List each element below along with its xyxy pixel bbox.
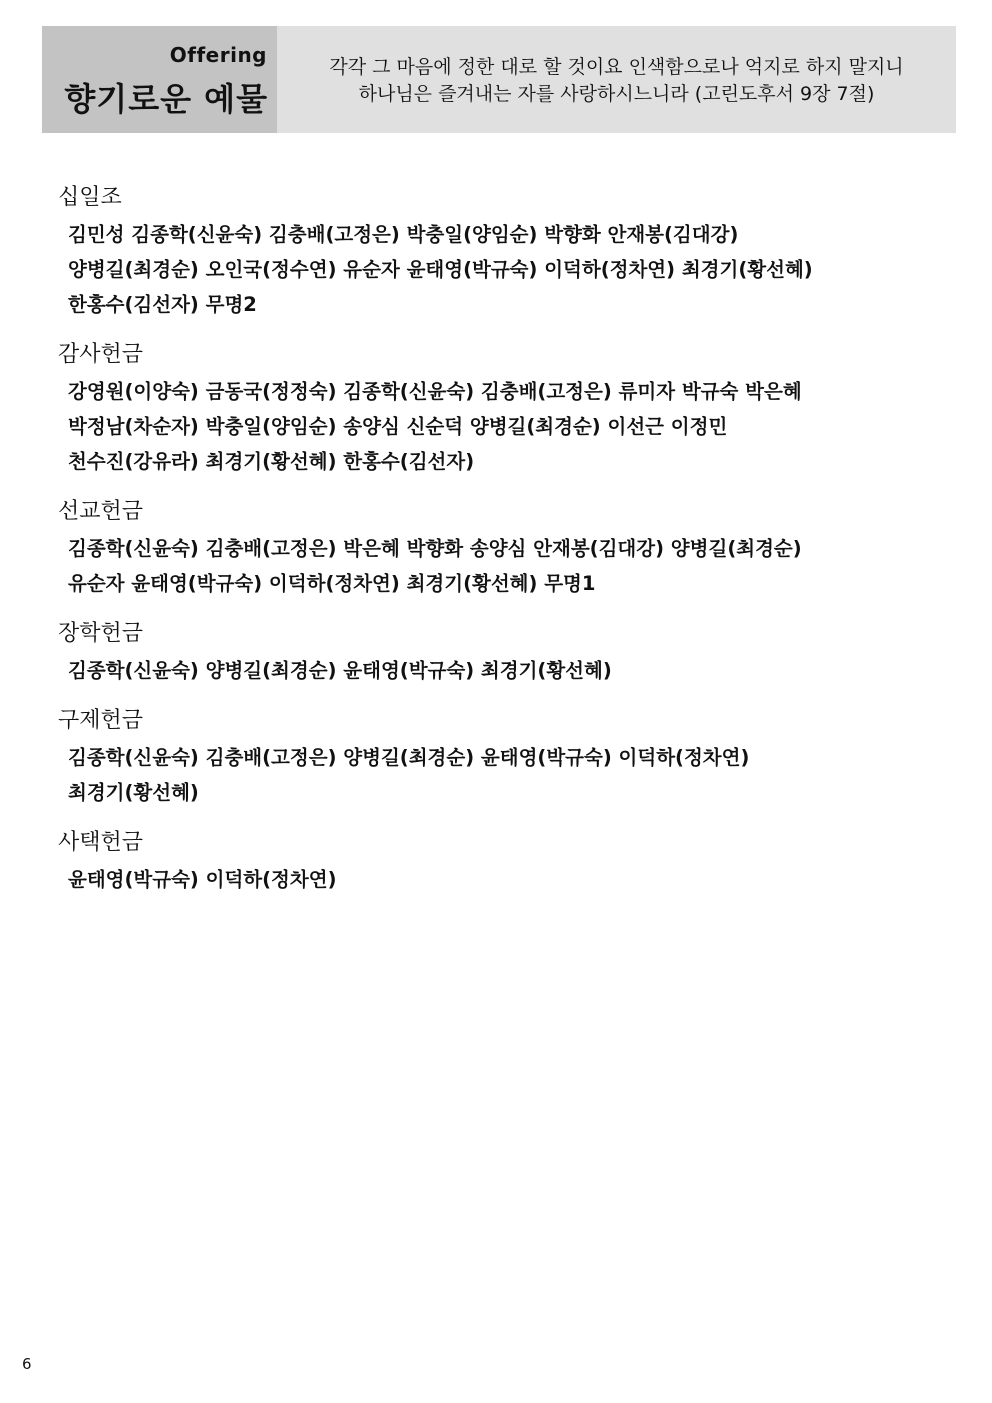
section-title: 감사헌금 (58, 342, 144, 367)
header-title-korean: 향기로운 예물 (64, 80, 268, 118)
section-thanksgiving (58, 336, 938, 479)
donor-names-line: 최경기(황선혜) (68, 781, 199, 804)
donor-names-line: 윤태영(박규숙) 이덕하(정차연) (68, 868, 337, 891)
section-tithe (58, 179, 938, 322)
donor-names-line: 강영원(이양숙) 금동국(정정숙) 김종학(신윤숙) 김충배(고정은) 류미자 박규숙 박은혜 (68, 380, 802, 403)
donor-names-line: 김종학(신윤숙) 김충배(고정은) 양병길(최경순) 윤태영(박규숙) 이덕하(정차연) (68, 746, 750, 769)
donor-names-line: 박정남(차순자) 박충일(양임순) 송양심 신순덕 양병길(최경순) 이선근 이정민 (68, 415, 728, 438)
bible-verse-line: 각각 그 마음에 정한 대로 할 것이요 인색함으로나 억지로 하지 말지니 (329, 56, 904, 78)
header-title-english: Offering (169, 43, 267, 67)
section-parsonage (58, 824, 938, 897)
section-title: 사택헌금 (58, 830, 144, 855)
section-title: 십일조 (58, 185, 122, 210)
section-title: 구제헌금 (58, 708, 144, 733)
page-header (42, 26, 956, 133)
page-number: 6 (22, 1355, 32, 1373)
donor-names-line: 한홍수(김선자) 무명2 (68, 293, 257, 316)
donor-names-line: 유순자 윤태영(박규숙) 이덕하(정차연) 최경기(황선혜) 무명1 (68, 572, 596, 595)
donor-names-line: 김종학(신윤숙) 김충배(고정은) 박은혜 박향화 송양심 안재봉(김대강) 양병길(최경순) (68, 537, 802, 560)
section-relief (58, 702, 938, 810)
donor-names-line: 김종학(신윤숙) 양병길(최경순) 윤태영(박규숙) 최경기(황선혜) (68, 659, 612, 682)
bible-verse-line: 하나님은 즐겨내는 자를 사랑하시느니라 (고린도후서 9장 7절) (358, 83, 875, 105)
offering-list (58, 179, 938, 911)
section-scholarship (58, 615, 938, 688)
bible-verse (277, 54, 956, 108)
section-title: 선교헌금 (58, 499, 144, 524)
donor-names-line: 양병길(최경순) 오인국(정수연) 유순자 윤태영(박규숙) 이덕하(정차연) 최경기(황선혜) (68, 258, 813, 281)
header-title-block (42, 26, 277, 133)
donor-names-line: 김민성 김종학(신윤숙) 김충배(고정은) 박충일(양임순) 박향화 안재봉(김대강) (68, 223, 739, 246)
section-title: 장학헌금 (58, 621, 144, 646)
donor-names-line: 천수진(강유라) 최경기(황선혜) 한홍수(김선자) (68, 450, 475, 473)
section-mission (58, 493, 938, 601)
